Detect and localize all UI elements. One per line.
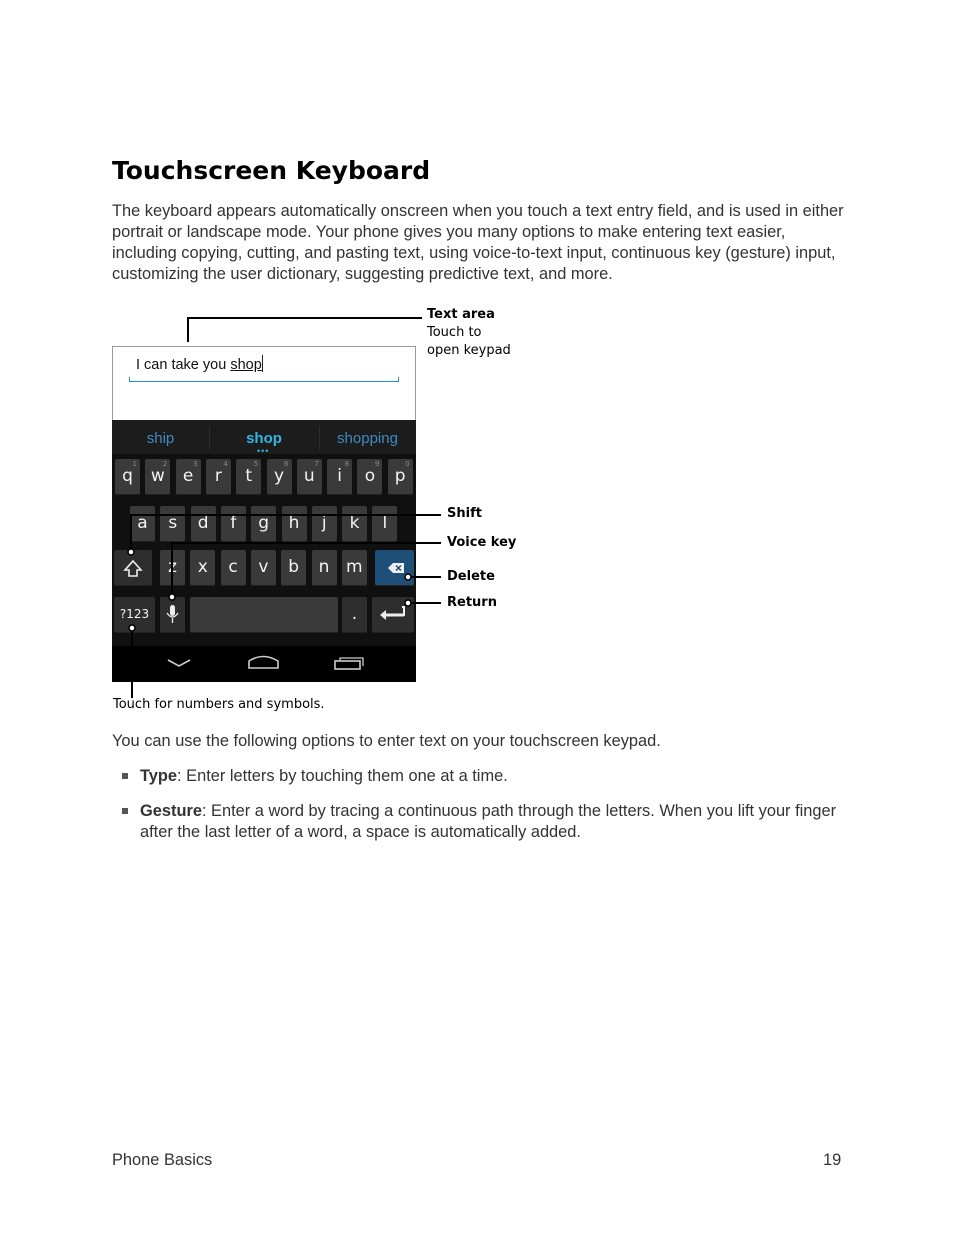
key-label: n [318,557,330,577]
bullet-type: Type: Enter letters by touching them one at a time. [140,767,508,785]
key-label: d [197,513,209,533]
key-label: c [228,557,238,577]
key-label: m [346,557,363,577]
period-key[interactable]: . [342,597,367,633]
callout-text-area-title: Text area [427,307,495,322]
key-label: w [150,466,165,486]
key-label: i [337,466,342,486]
key-label: t [245,466,253,486]
key-label: a [137,513,148,533]
shift-leader [131,515,441,552]
key-hint: 2 [162,460,168,468]
key-hint: 0 [405,460,410,468]
options-intro: You can use the following options to enter text on your touchscreen keypad. [112,732,661,750]
key-label: q [122,466,133,486]
key-label: y [273,466,285,486]
footer-section: Phone Basics [112,1151,213,1169]
key-label: k [349,513,360,533]
key-hint: 6 [284,460,289,468]
suggestion-center[interactable]: shop [246,430,282,447]
callout-delete: Delete [447,569,495,584]
key-label: j [321,513,327,533]
key-label: h [288,513,300,533]
key-hint: 5 [253,460,259,468]
key-label: z [168,557,177,577]
callout-voice: Voice key [447,535,517,550]
typed-word: shop [230,357,262,373]
voice-leader [172,543,441,597]
key-label: f [230,513,237,533]
suggestion-right[interactable]: shopping [337,430,398,447]
key-label: p [394,466,406,486]
key-label: r [214,466,222,486]
key-hint: 1 [132,460,137,468]
key-label: s [168,513,178,533]
key-label: v [258,557,269,577]
key-label: e [182,466,194,486]
footer-page-number: 19 [823,1151,842,1169]
callout-text-area-line1: Touch to [427,325,482,340]
bullet-marker [122,808,128,814]
callout-shift: Shift [447,506,482,521]
page-title: Touchscreen Keyboard [112,156,431,185]
bullet-marker [122,773,128,779]
key-label: l [382,513,388,533]
key-label: u [303,466,315,486]
key-hint: 8 [344,460,350,468]
typed-text: I can take you shop [136,357,262,373]
callout-symbols: Touch for numbers and symbols. [113,697,325,712]
key-hint: 9 [374,460,380,468]
text-area-leader [188,318,422,342]
bullet-gesture: Gesture: Enter a word by tracing a continuous path through the letters. When you lift your finger after the last letter of a word, a space is automatically added. [140,802,837,841]
key-hint: 3 [193,460,198,468]
callout-text-area-line2: open keypad [427,343,511,358]
key-label: g [258,513,270,533]
key-hint: 7 [314,460,319,468]
more-suggestions-icon: ••• [257,446,270,456]
key-label: o [364,466,376,486]
intro-paragraph: The keyboard appears automatically onscreen when you touch a text entry field, and is used in either portrait or landscape mode. Your phone gives you many options to make entering text easier, including copying, cutting, and pasting text, using voice-to-text input, continuous key (gesture) input, customizing the user dictionary, suggesting predictive text, and more. [112,202,844,283]
suggestion-left[interactable]: ship [146,430,175,447]
key-hint: 4 [223,460,228,468]
key-label: b [288,557,300,577]
symbols-key[interactable]: ?123 [114,597,155,633]
key-label: x [197,557,208,577]
callout-return: Return [447,595,497,610]
